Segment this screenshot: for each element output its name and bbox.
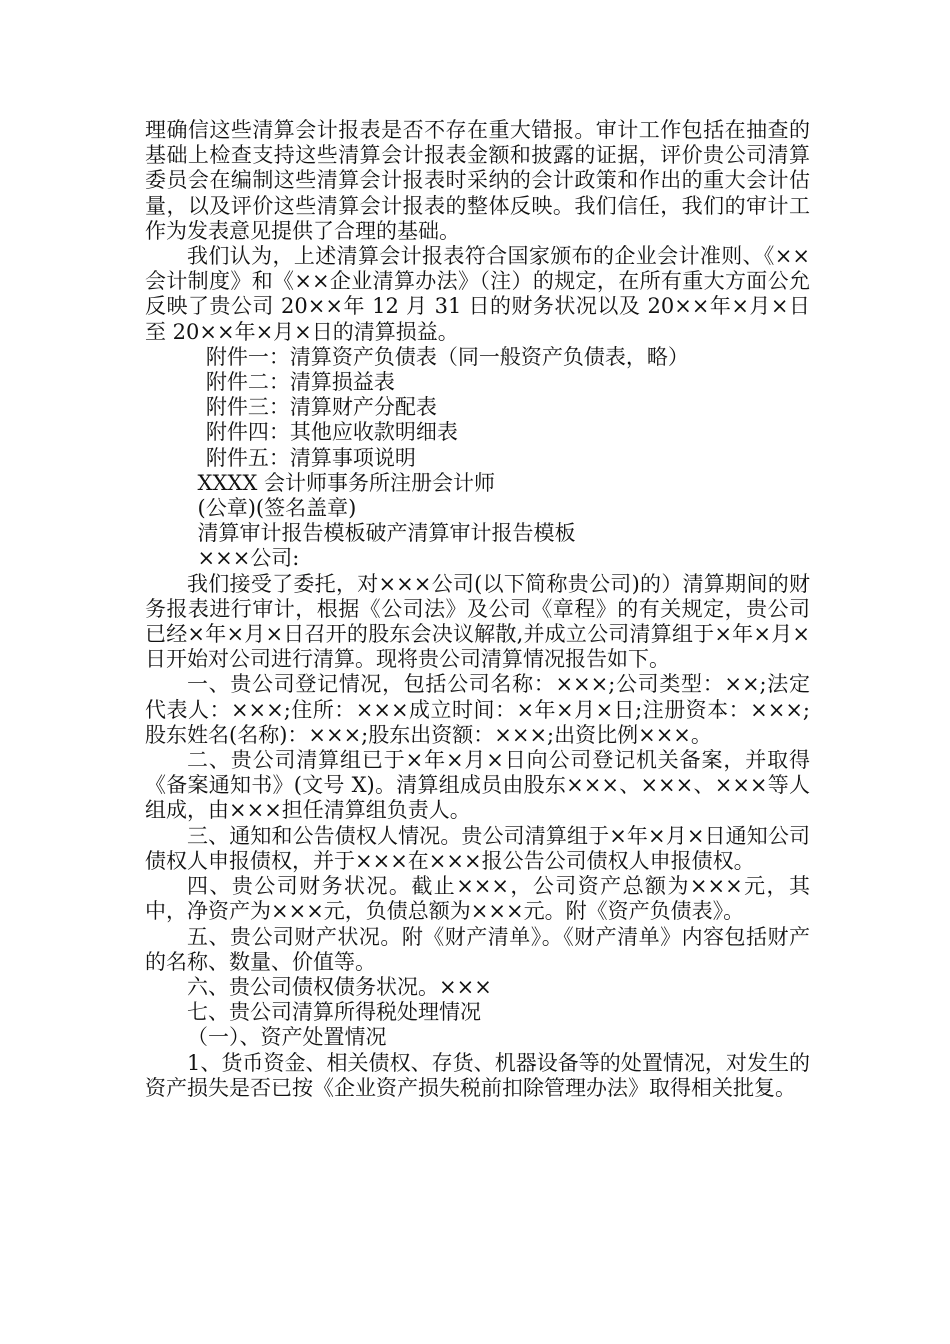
- attachment-item: 附件二：清算损益表: [205, 370, 395, 395]
- attachment-item: 附件一：清算资产负债表（同一般资产负债表，略）: [205, 344, 689, 369]
- document-page: [145, 118, 810, 1101]
- firm-signature-line: XXXX 会计师事务所注册会计师: [197, 470, 495, 495]
- paragraph-audit-scope: 理确信这些清算会计报表是否不存在重大错报。审计工作包括在抽查的基础上检查支持这些清算会计报表金额和披露的证据，评价贵公司清算委员会在编制这些清算会计报表时采纳的会计政策和作出的重大会计估量，以及评价这些清算会计报表的整体反映。我们信任，我们的审计工作为发表意见提供了合理的基础。: [145, 118, 810, 243]
- addressee-line: ×××公司:: [197, 546, 300, 571]
- section-financial-status: 四、贵公司财务状况。截止×××，公司资产总额为×××元，其中，净资产为×××元，负债总额为×××元。附《资产负债表》。: [145, 874, 810, 924]
- section-registration: 一、贵公司登记情况，包括公司名称：×××;公司类型：××;法定代表人：×××;住所：×××成立时间：×年×月×日;注册资本：×××;股东姓名(名称)：×××;股东出资额：×××;出资比例×××。: [145, 672, 810, 747]
- template-title: 清算审计报告模板破产清算审计报告模板: [197, 521, 576, 546]
- section-debt-status: 六、贵公司债权债务状况。×××: [187, 974, 492, 999]
- attachment-item: 附件四：其他应收款明细表: [205, 420, 458, 445]
- attachment-item: 附件五：清算事项说明: [205, 445, 416, 470]
- subsection-asset-disposal: （一）、资产处置情况: [187, 1025, 387, 1050]
- section-liquidation-group: 二、贵公司清算组已于×年×月×日向公司登记机关备案，并取得《备案通知书》(文号 X)。清算组成员由股东×××、×××、×××等人组成，由×××担任清算组负责人。: [145, 748, 810, 823]
- section-creditor-notice: 三、通知和公告债权人情况。贵公司清算组于×年×月×日通知公司债权人申报债权，并于×××在×××报公告公司债权人申报债权。: [145, 823, 810, 873]
- seal-line: (公章)(签名盖章): [197, 496, 357, 521]
- section-income-tax: 七、贵公司清算所得税处理情况: [187, 1000, 481, 1025]
- paragraph-audit-opinion: 我们认为，上述清算会计报表符合国家颁布的企业会计准则、《××会计制度》和《××企业清算办法》（注）的规定，在所有重大方面公允反映了贵公司 20××年 12 月 31 日的财务状况以及 20××年×月×日至 20××年×月×日的清算损益。: [145, 244, 810, 344]
- attachment-item: 附件三：清算财产分配表: [205, 395, 437, 420]
- section-property-status: 五、贵公司财产状况。附《财产清单》。《财产清单》内容包括财产的名称、数量、价值等。: [145, 924, 810, 974]
- paragraph-engagement: 我们接受了委托，对×××公司(以下简称贵公司)的）清算期间的财务报表进行审计，根据《公司法》及公司《章程》的有关规定，贵公司已经×年×月×日召开的股东会决议解散,并成立公司清算组于×年×月×日开始对公司进行清算。现将贵公司清算情况报告如下。: [145, 571, 810, 672]
- item-asset-disposal-detail: 1、货币资金、相关债权、存货、机器设备等的处置情况，对发生的资产损失是否已按《企业资产损失税前扣除管理办法》取得相关批复。: [145, 1050, 810, 1100]
